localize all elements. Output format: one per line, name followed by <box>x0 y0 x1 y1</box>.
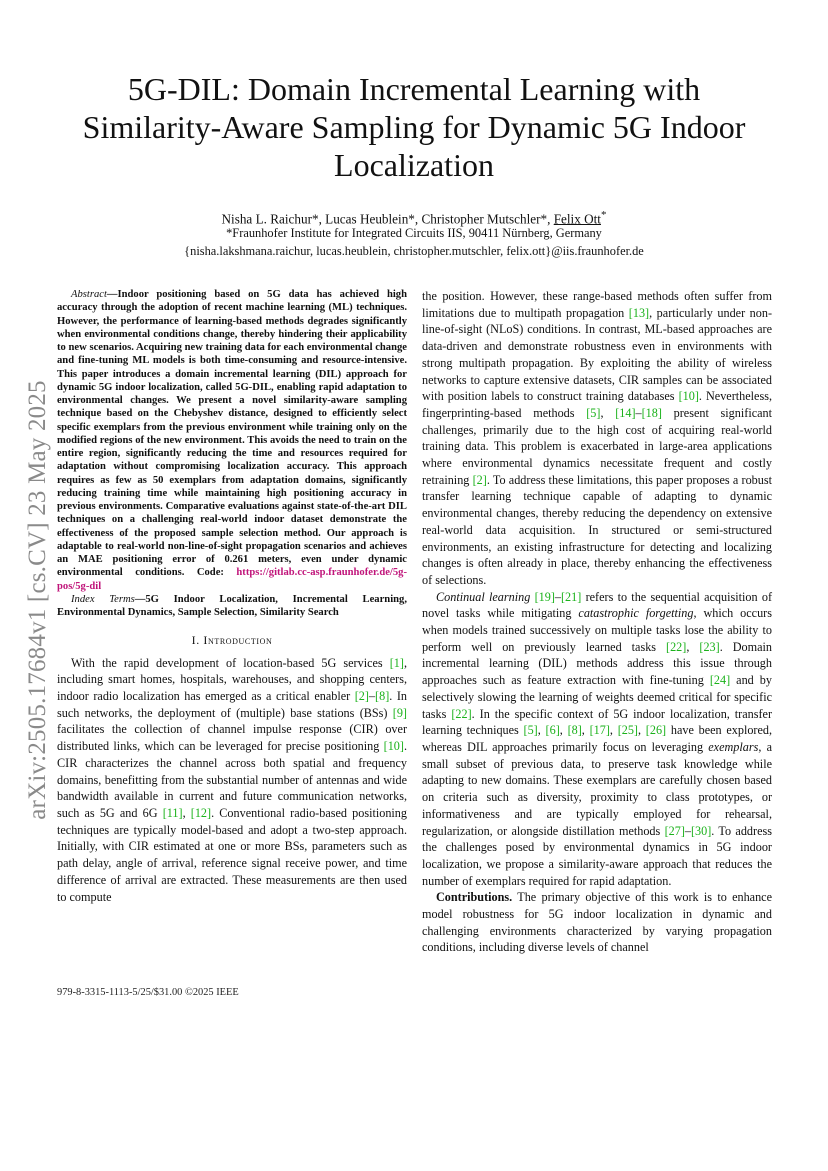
citation-link[interactable]: [9] <box>392 705 407 720</box>
text-run: , which occurs when models trained successively on multiple tasks lose the ability to perform well on previously learned tasks <box>422 606 772 654</box>
citation-link[interactable]: [10] <box>678 389 699 404</box>
text-run: present significant challenges, primarily due to the high cost of acquiring real-world training data. This problem is exacerbated in large-area applications where environmental dynamics necessitate frequent and costly retraining <box>422 405 773 487</box>
abstract <box>57 288 407 593</box>
emphasis: catastrophic forgetting <box>578 606 694 621</box>
author-link[interactable]: Felix Ott <box>553 211 601 227</box>
citation-link[interactable]: [18] <box>641 405 662 420</box>
emphasis: Continual learning <box>436 589 531 604</box>
text-run: . Domain incremental learning (DIL) methods address this issue through approaches such as feature extraction with fine-tuning <box>422 639 773 688</box>
text-run: , particularly under non-line-of-sight (NLoS) conditions. In contrast, ML-based approaches are data-driven and demonstrate robustness even in environments with strong multipath propagation. By exploiting the ability of wireless networks to capture extensive datasets, CIR samples can be associated with position labels to construct training databases <box>422 305 773 404</box>
text-run: and by selectively slowing the learning of weights deemed critical for specific tasks <box>422 673 772 721</box>
citation-link[interactable]: [27] <box>664 823 685 838</box>
text-run: the position. However, these range-based methods often suffer from limitations due to multipath propagation <box>422 289 772 320</box>
citation-link[interactable]: [8] <box>567 723 582 738</box>
text-run: With the rapid development of location-based 5G services <box>71 655 390 670</box>
text-run: , <box>638 723 646 738</box>
arxiv-sidebar <box>18 340 58 860</box>
body-paragraph <box>422 589 772 890</box>
citation-link[interactable]: [14] <box>615 405 636 420</box>
index-terms <box>57 593 407 620</box>
section-title: Introduction <box>203 633 273 648</box>
affiliation: *Fraunhofer Institute for Integrated Circuits IIS, 90411 Nürnberg, Germany <box>226 226 602 240</box>
citation-link[interactable]: [22] <box>451 706 472 721</box>
citation-link[interactable]: [21] <box>561 589 582 604</box>
text-run: . To address the challenges posed by environmental dynamics in 5G indoor localization, we propose a similarity-aware approach that reduces the number of exemplars required for rapid adaptation. <box>422 823 772 888</box>
text-run: , <box>686 639 700 654</box>
abstract-text: —Indoor positioning based on 5G data has achieved high accuracy through the adoption of recent machine learning (ML) techniques. However, the performance of learning-based methods degrades significantly when environmental conditions change, thereby hindering their applicability to new scenarios. Acquiring new training data for each environmental change and fine-tuning ML models is both time-consuming and resource-intensive. This paper introduces a domain incremental learning (DIL) approach for dynamic 5G indoor localization, called 5G-DIL, enabling rapid adaptation to environmental changes. We present a novel similarity-aware sampling technique based on the Chebyshev distance, designed to efficiently select specific exemplars from the previous environment while training only on the modified regions of the new environment. This avoids the need to train on the entire region, significantly reducing the time and resources required for adaptation without compromising localization accuracy. This approach requires as few as 50 exemplars from adaptation domains, significantly reducing training time while maintaining high positioning accuracy in previous environments. Comparative evaluations against state-of-the-art DIL techniques on a challenging real-world indoor dataset demonstrate the effectiveness of the proposed sample selection method. Our approach is adaptable to real-world non-line-of-sight propagation scenarios and achieves an MAE positioning error of 0.261 meters, even under dynamic environmental conditions. Code: <box>57 289 407 579</box>
text-run: facilitates the collection of channel impulse response (CIR) over distributed links, which can be leveraged for precise positioning <box>57 722 407 754</box>
text-run: , <box>537 723 546 738</box>
body-paragraph <box>422 288 772 589</box>
citation-link[interactable]: [17] <box>589 723 610 738</box>
text-run: , <box>609 723 618 738</box>
text-run: . In the specific context of 5G indoor localization, transfer learning techniques <box>422 706 772 738</box>
citation-link[interactable]: [13] <box>628 305 650 320</box>
citation-link[interactable]: [8] <box>375 689 390 704</box>
citation-link[interactable]: [11] <box>162 805 183 820</box>
text-run: , <box>559 723 568 738</box>
paper-title: 5G-DIL: Domain Incremental Learning with Similarity-Aware Sampling for Dynamic 5G Indoor Localization <box>82 71 746 183</box>
body-paragraph <box>422 889 772 956</box>
index-terms-lead: Index Terms <box>71 593 135 605</box>
copyright-footer: 979-8-3315-1113-5/25/$31.00 ©2025 IEEE <box>57 987 239 998</box>
code-link[interactable]: https://gitlab.cc-asp.fraunhofer.de/5g-pos/5g-dil <box>57 567 407 592</box>
citation-link[interactable]: [2] <box>472 472 487 487</box>
citation-link[interactable]: [5] <box>523 723 538 738</box>
text-run: , <box>182 805 191 820</box>
paragraph-lead: Contributions. <box>436 890 513 905</box>
citation-link[interactable]: [19] <box>534 589 555 604</box>
abstract-lead: Abstract <box>71 289 107 300</box>
intro-paragraph <box>57 655 407 906</box>
left-column <box>57 288 407 905</box>
author-emails: {nisha.lakshmana.raichur, lucas.heublein, christopher.mutschler, felix.ott}@iis.fraunhofer.de <box>184 244 644 258</box>
section-number: I. <box>191 633 200 648</box>
citation-link[interactable]: [25] <box>617 723 638 738</box>
arxiv-identifier: arXiv:2505.17684v1 [cs.CV] 23 May 2025 <box>24 380 51 820</box>
text-run: – <box>554 589 561 604</box>
citation-link[interactable]: [6] <box>545 723 560 738</box>
citation-link[interactable]: [30] <box>690 823 712 838</box>
citation-link[interactable]: [23] <box>699 639 720 654</box>
right-column <box>422 288 772 956</box>
text-run: . To address these limitations, this paper proposes a robust transfer learning technique capable of adapting to dynamic environmental changes, thereby reducing the dependency on extensive real-world data acquisition. In structured or semi-structured environments, an existing infrastructure for detecting and localizing changes is often already in place, thereby enhancing the effectiveness of selections. <box>422 472 772 587</box>
citation-link[interactable]: [24] <box>709 673 731 688</box>
index-terms-text: —5G Indoor Localization, Incremental Learning, Environmental Dynamics, Sample Selection, Similarity Search <box>57 593 407 618</box>
text-run: , <box>600 405 616 420</box>
text-run: . Nevertheless, fingerprinting-based methods <box>422 389 772 420</box>
text-run: , a small subset of previous data, to preserve task knowledge while adapting to new domains. These exemplars are carefully chosen based on criteria such as diversity, proximity to class prototypes, or informativeness and are typically employed for rehearsal, regularization, or alongside distillation methods <box>422 739 772 838</box>
emphasis: exemplars <box>708 739 759 754</box>
citation-link[interactable]: [12] <box>190 805 212 820</box>
text-run: – <box>635 405 642 420</box>
text-run: The primary objective of this work is to enhance model robustness for 5G indoor localization in dynamic and challenging environments characterized by varying propagation conditions, including diverse levels of channel <box>422 890 772 955</box>
citation-link[interactable]: [26] <box>645 723 667 738</box>
text-run: – <box>368 689 376 704</box>
authors-text: Nisha L. Raichur*, Lucas Heublein*, Christopher Mutschler*, <box>221 211 551 227</box>
section-heading <box>57 633 407 648</box>
text-run: . CIR characterizes the channel across both spatial and frequency domains, benefitting from the substantial number of antennas and wide bandwidth available in current and future communication networks, such as 5G and 6G <box>57 739 407 820</box>
citation-link[interactable]: [22] <box>666 639 687 654</box>
citation-link[interactable]: [1] <box>389 655 404 670</box>
citation-link[interactable]: [2] <box>354 689 369 704</box>
text-run: – <box>684 823 691 838</box>
text-run: . In such networks, the deployment of (multiple) base stations (BSs) <box>57 689 407 720</box>
text-run: refers to the sequential acquisition of novel tasks while mitigating <box>422 589 773 621</box>
citation-link[interactable]: [10] <box>383 739 404 754</box>
citation-link[interactable]: [5] <box>586 405 601 420</box>
text-run: , including smart homes, hospitals, warehouses, and shopping centers, indoor radio localization has emerged as a critical enabler <box>57 655 407 704</box>
text-run: . Conventional radio-based positioning techniques are typically model-based and adopt a two-step approach. Initially, with CIR estimated at one or more BSs, parameters such as path delay, angle of arrival, reference signal receive power, and time difference of arrival are extracted. These measurements are then used to compute <box>57 805 407 904</box>
text-run: , <box>581 723 590 738</box>
text-run: have been explored, whereas DIL approaches primarily focus on leveraging <box>422 723 773 754</box>
author-link-mark: * <box>600 209 607 221</box>
